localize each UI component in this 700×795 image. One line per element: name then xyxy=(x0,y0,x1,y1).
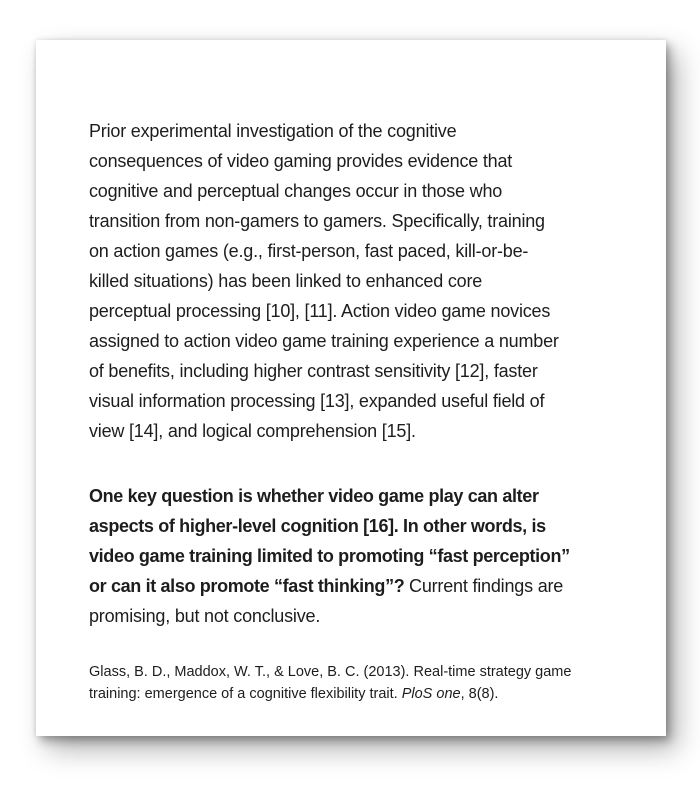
text-segment-regular: Current findings are xyxy=(409,576,564,596)
citation-segment-suffix: , 8(8). xyxy=(460,686,499,702)
text-line: visual information processing [13], expanded useful field of xyxy=(89,391,545,411)
text-line: consequences of video gaming provides evidence that xyxy=(89,151,513,171)
text-line: view [14], and logical comprehension [15]. xyxy=(89,421,416,441)
text-line: promising, but not conclusive. xyxy=(89,606,321,626)
text-line: of benefits, including higher contrast sensitivity [12], faster xyxy=(89,361,538,381)
text-line: perceptual processing [10], [11]. Action video game novices xyxy=(89,301,551,321)
paragraph-intro xyxy=(89,116,646,446)
text-line-mixed xyxy=(89,571,646,601)
text-line: transition from non-gamers to gamers. Specifically, training xyxy=(89,211,545,231)
text-line-bold: One key question is whether video game play can alter xyxy=(89,486,539,506)
citation-line: Glass, B. D., Maddox, W. T., & Love, B. C. (2013). Real-time strategy game xyxy=(89,664,572,680)
text-line: cognitive and perceptual changes occur in those who xyxy=(89,181,503,201)
text-line: on action games (e.g., first-person, fast paced, kill-or-be- xyxy=(89,241,529,261)
paragraph-key-question xyxy=(89,481,646,631)
document-page xyxy=(36,40,666,736)
citation-segment-regular: training: emergence of a cognitive flexibility trait. xyxy=(89,686,402,702)
citation-line-mixed xyxy=(89,683,646,705)
text-line-bold: aspects of higher-level cognition [16]. In other words, is xyxy=(89,516,546,536)
page-content xyxy=(36,40,666,705)
citation xyxy=(89,661,646,705)
text-line: Prior experimental investigation of the cognitive xyxy=(89,121,457,141)
citation-journal-name: PloS one xyxy=(401,686,461,702)
text-line: killed situations) has been linked to enhanced core xyxy=(89,271,483,291)
text-segment-bold: or can it also promote “fast thinking”? xyxy=(89,576,410,596)
text-line: assigned to action video game training experience a number xyxy=(89,331,559,351)
text-line-bold: video game training limited to promoting “fast perception” xyxy=(89,546,570,566)
